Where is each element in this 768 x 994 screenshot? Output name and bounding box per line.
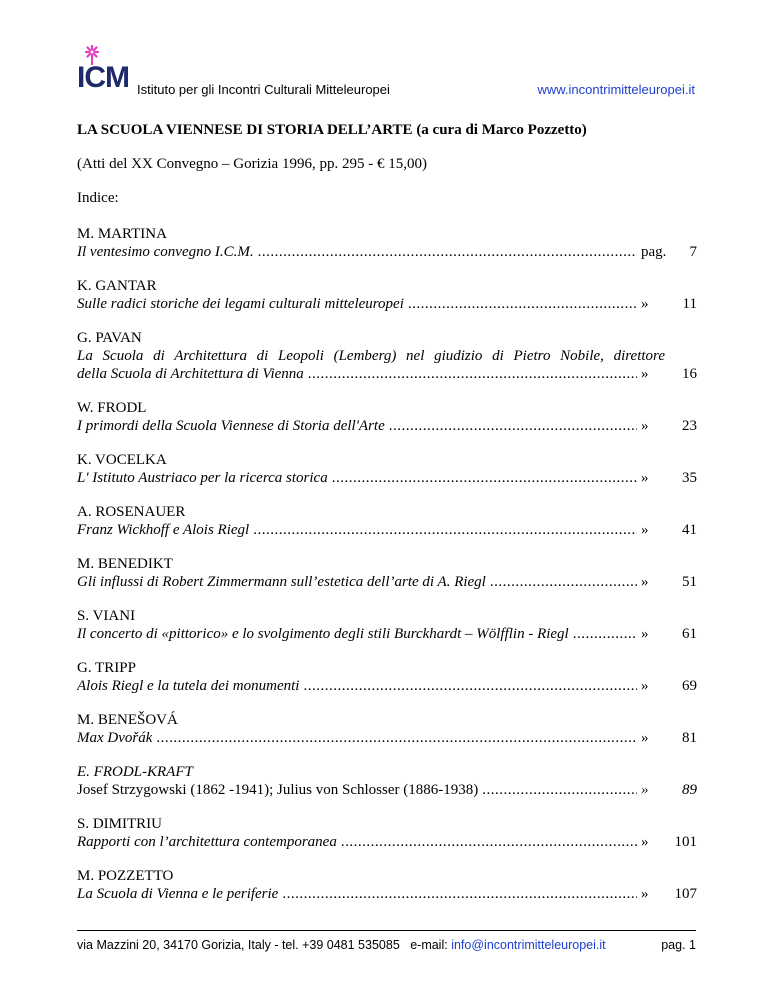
footer-page-number: pag. 1 [661,938,696,952]
entry-page: 107 [674,886,697,902]
footer [77,938,696,952]
entry-title: Josef Strzygowski (1862 -1941); Julius von Schlosser (1886-1938) [77,782,479,798]
dot-leader [303,677,637,695]
entry-title: Il ventesimo convegno I.C.M. [77,244,254,260]
toc-entry [77,399,697,435]
entry-title: Il concerto di «pittorico» e lo svolgimento degli stili Burckhardt – Wölfflin - Riegl [77,626,569,642]
footer-email-label: e-mail: [410,938,448,952]
table-of-contents [77,225,697,919]
toc-entry [77,659,697,695]
entry-page-mark: » [641,834,649,850]
entry-author: E. FRODL-KRAFT [77,764,193,780]
entry-author: M. BENEŠOVÁ [77,712,178,728]
entry-author: S. VIANI [77,608,136,624]
entry-page: 101 [674,834,697,850]
dot-leader [253,521,637,539]
entry-page-mark: pag. [641,244,667,260]
entry-title: Alois Riegl e la tutela dei monumenti [77,678,300,694]
footer-address: via Mazzini 20, 34170 Gorizia, Italy - tel. +39 0481 535085 [77,938,400,952]
entry-title: Sulle radici storiche dei legami culturali mitteleuropei [77,296,404,312]
entry-title: Franz Wickhoff e Alois Riegl [77,522,250,538]
entry-title: La Scuola di Vienna e le periferie [77,886,279,902]
entry-page: 69 [682,678,697,694]
entry-author: G. TRIPP [77,660,136,676]
entry-author: M. POZZETTO [77,868,174,884]
entry-page: 61 [682,626,697,642]
dot-leader [156,729,637,747]
toc-entry [77,867,697,903]
entry-author: W. FRODL [77,400,147,416]
entry-title: Rapporti con l’architettura contemporanea [77,834,337,850]
entry-title: Max Dvořák [77,730,153,746]
entry-title: L' Istituto Austriaco per la ricerca storica [77,470,328,486]
toc-entry [77,711,697,747]
index-label: Indice: [77,190,119,206]
entry-page-mark: » [641,366,649,382]
toc-entry [77,277,697,313]
entry-title: della Scuola di Architettura di Vienna [77,366,304,382]
dot-leader [258,243,637,261]
entry-page: 81 [682,730,697,746]
toc-entry [77,763,697,799]
toc-entry [77,815,697,851]
dot-leader [332,469,637,487]
toc-entry [77,225,697,261]
entry-page-mark: » [641,522,649,538]
toc-entry [77,329,697,383]
toc-entry [77,451,697,487]
entry-page: 11 [682,296,697,312]
entry-title: Gli influssi di Robert Zimmermann sull’estetica dell’arte di A. Riegl [77,574,486,590]
dot-leader [308,365,637,383]
toc-entry [77,555,697,591]
logo-text: ICM [77,61,129,94]
dot-leader [490,573,637,591]
entry-page-mark: » [641,418,649,434]
entry-title: I primordi della Scuola Viennese di Storia dell'Arte [77,418,385,434]
entry-page: 41 [682,522,697,538]
entry-page: 89 [682,782,697,798]
footer-divider [77,930,696,931]
entry-page-mark: » [641,470,649,486]
entry-author: S. DIMITRIU [77,816,162,832]
dot-leader [389,417,637,435]
footer-contact [77,938,606,952]
toc-entry [77,503,697,539]
dot-leader [282,885,637,903]
footer-email-link[interactable]: info@incontrimitteleuropei.it [451,938,606,952]
entry-page: 16 [682,366,697,382]
entry-page-mark: » [641,678,649,694]
organization-name: Istituto per gli Incontri Culturali Mitteleuropei [137,82,390,97]
entry-author: K. VOCELKA [77,452,167,468]
dot-leader [482,781,637,799]
entry-page-mark: » [641,574,649,590]
entry-author: G. PAVAN [77,330,142,346]
dot-leader [408,295,637,313]
entry-page-mark: » [641,886,649,902]
entry-page: 35 [682,470,697,486]
entry-author: M. MARTINA [77,226,167,242]
dot-leader [341,833,637,851]
document-subtitle: (Atti del XX Convegno – Gorizia 1996, pp. 295 - € 15,00) [77,156,427,172]
dot-leader [573,625,637,643]
entry-page: 7 [689,244,697,260]
entry-page-mark: » [641,782,649,798]
entry-author: M. BENEDIKT [77,556,173,572]
document-title: LA SCUOLA VIENNESE DI STORIA DELL’ARTE (a cura di Marco Pozzetto) [77,122,587,138]
toc-entry [77,607,697,643]
icm-logo [77,44,129,94]
entry-author: A. ROSENAUER [77,504,186,520]
entry-author: K. GANTAR [77,278,157,294]
entry-page: 51 [682,574,697,590]
entry-page-mark: » [641,730,649,746]
entry-page-mark: » [641,296,649,312]
entry-title-line1: La Scuola di Architettura di Leopoli (Lemberg) nel giudizio di Pietro Nobile, direttore [77,348,665,364]
entry-page: 23 [682,418,697,434]
entry-page-mark: » [641,626,649,642]
website-link[interactable]: www.incontrimitteleuropei.it [537,82,695,97]
